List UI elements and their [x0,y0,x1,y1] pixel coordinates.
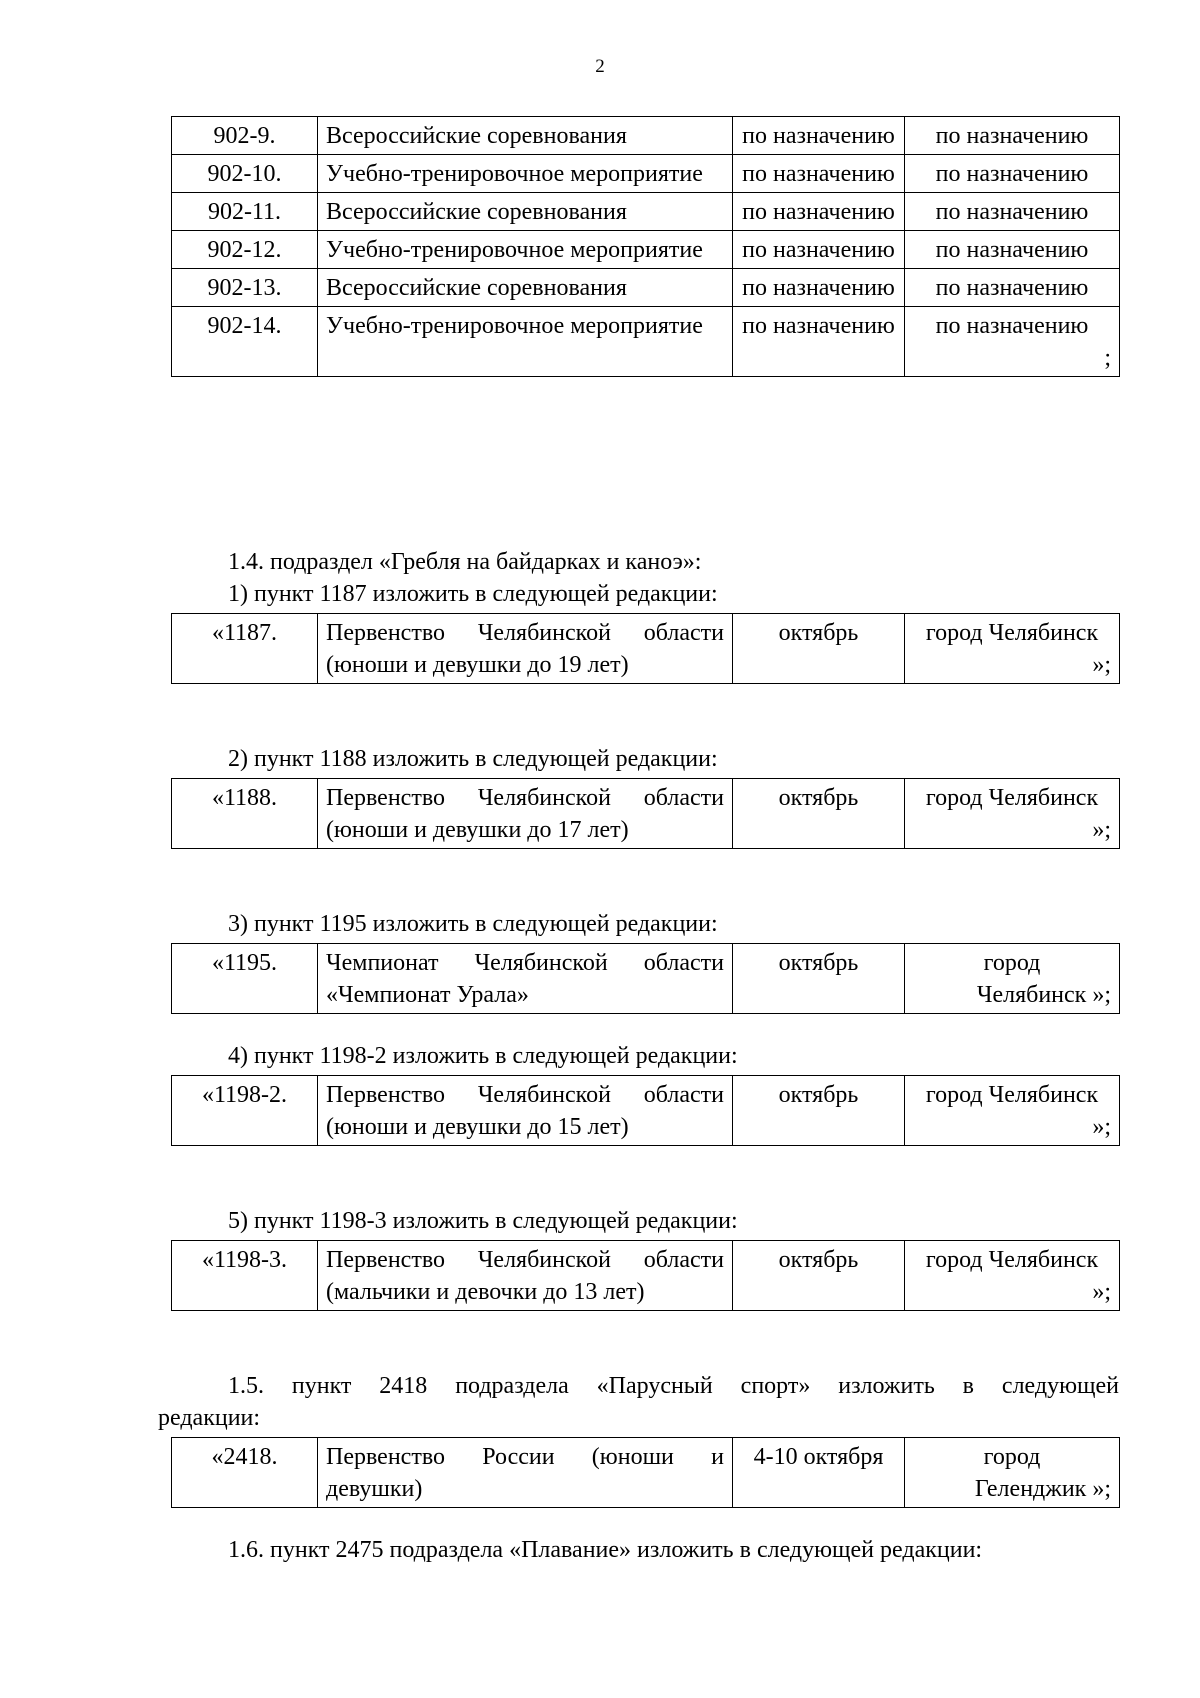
row-date: октябрь [733,1076,905,1146]
row-event-name: Всероссийские соревнования [318,117,733,155]
table-row [172,269,1120,307]
page-number: 2 [595,56,605,77]
table-row [172,1241,1120,1311]
row-place: по назначению [935,199,1089,225]
item-4-text: 4) пункт 1198-2 изложить в следующей редакции: [228,1043,738,1069]
row-place-cell [905,155,1120,193]
section-1-5-text-continued: редакции: [158,1405,261,1431]
row-place: по назначению [935,161,1089,187]
row-event-name: Первенство России (юноши и девушки) [318,1438,733,1508]
row-place-cell [905,1076,1120,1146]
row-closing-mark: »; [1092,1279,1111,1305]
row-number: 902-13. [172,269,318,307]
row-place-cell [905,269,1120,307]
row-closing-mark: »; [1092,817,1111,843]
row-event-name: Чемпионат Челябинской области «Чемпионат Урала» [318,944,733,1014]
item-3-text: 3) пункт 1195 изложить в следующей редакции: [228,911,718,937]
row-event-name: Первенство Челябинской области (юноши и девушки до 19 лет) [318,614,733,684]
row-place: город Челябинск [925,1247,1099,1273]
row-place: город [983,1444,1041,1470]
row-date: октябрь [733,614,905,684]
table-row [172,779,1120,849]
row-place-cell [905,944,1120,1014]
row-closing-mark: Геленджик »; [974,1476,1111,1502]
row-event-name: Учебно-тренировочное мероприятие [318,231,733,269]
row-place-cell [905,779,1120,849]
row-number: «1187. [172,614,318,684]
row-event-name: Учебно-тренировочное мероприятие [318,155,733,193]
row-number: 902-10. [172,155,318,193]
row-place-cell [905,1438,1120,1508]
row-date: по назначению [733,117,905,155]
section-1-5-text: 1.5. пункт 2418 подраздела «Парусный спорт» изложить в следующей [228,1373,1119,1399]
row-event-name: Учебно-тренировочное мероприятие [318,307,733,377]
table-row [172,307,1120,377]
row-closing-mark: Челябинск »; [976,982,1111,1008]
table-row [172,1438,1120,1508]
table-item-1198-3 [171,1240,1120,1311]
row-place-cell [905,117,1120,155]
row-closing-mark: ; [1104,345,1111,371]
row-event-name: Первенство Челябинской области (юноши и девушки до 15 лет) [318,1076,733,1146]
row-date: по назначению [733,307,905,377]
item-2-text: 2) пункт 1188 изложить в следующей редакции: [228,746,718,772]
row-place-cell [905,614,1120,684]
events-table-902 [171,116,1120,377]
row-number: 902-12. [172,231,318,269]
row-closing-mark: »; [1092,1114,1111,1140]
row-place: город [983,950,1041,976]
row-event-name: Первенство Челябинской области (мальчики и девочки до 13 лет) [318,1241,733,1311]
row-date: 4-10 октября [733,1438,905,1508]
row-event-name: Первенство Челябинской области (юноши и девушки до 17 лет) [318,779,733,849]
row-place-cell [905,231,1120,269]
row-place: город Челябинск [925,1082,1099,1108]
row-number: 902-9. [172,117,318,155]
row-date: октябрь [733,1241,905,1311]
table-item-2418 [171,1437,1120,1508]
row-place-cell [905,1241,1120,1311]
row-number: «1198-2. [172,1076,318,1146]
row-place: город Челябинск [925,620,1099,646]
row-date: по назначению [733,193,905,231]
row-date: октябрь [733,944,905,1014]
table-item-1198-2 [171,1075,1120,1146]
row-place: по назначению [935,275,1089,301]
row-place-cell [905,193,1120,231]
section-1-4-heading: 1.4. подраздел «Гребля на байдарках и каноэ»: [228,549,702,575]
row-date: октябрь [733,779,905,849]
row-date: по назначению [733,155,905,193]
table-row [172,1076,1120,1146]
row-number: «1198-3. [172,1241,318,1311]
table-row [172,944,1120,1014]
table-item-1188 [171,778,1120,849]
row-event-name: Всероссийские соревнования [318,193,733,231]
section-1-6-text: 1.6. пункт 2475 подраздела «Плавание» изложить в следующей редакции: [228,1537,983,1563]
row-place: город Челябинск [925,785,1099,811]
row-number: «1188. [172,779,318,849]
item-5-text: 5) пункт 1198-3 изложить в следующей редакции: [228,1208,738,1234]
table-row [172,117,1120,155]
row-place: по назначению [935,123,1089,149]
table-row [172,193,1120,231]
item-1-text: 1) пункт 1187 изложить в следующей редакции: [228,581,718,607]
row-number: 902-11. [172,193,318,231]
row-date: по назначению [733,269,905,307]
table-item-1187 [171,613,1120,684]
row-closing-mark: »; [1092,652,1111,678]
table-row [172,614,1120,684]
table-item-1195 [171,943,1120,1014]
row-date: по назначению [733,231,905,269]
table-row [172,231,1120,269]
row-number: «2418. [172,1438,318,1508]
row-number: 902-14. [172,307,318,377]
row-place: по назначению [935,237,1089,263]
row-event-name: Всероссийские соревнования [318,269,733,307]
row-number: «1195. [172,944,318,1014]
row-place-cell [905,307,1120,377]
table-row [172,155,1120,193]
row-place: по назначению [935,313,1089,339]
